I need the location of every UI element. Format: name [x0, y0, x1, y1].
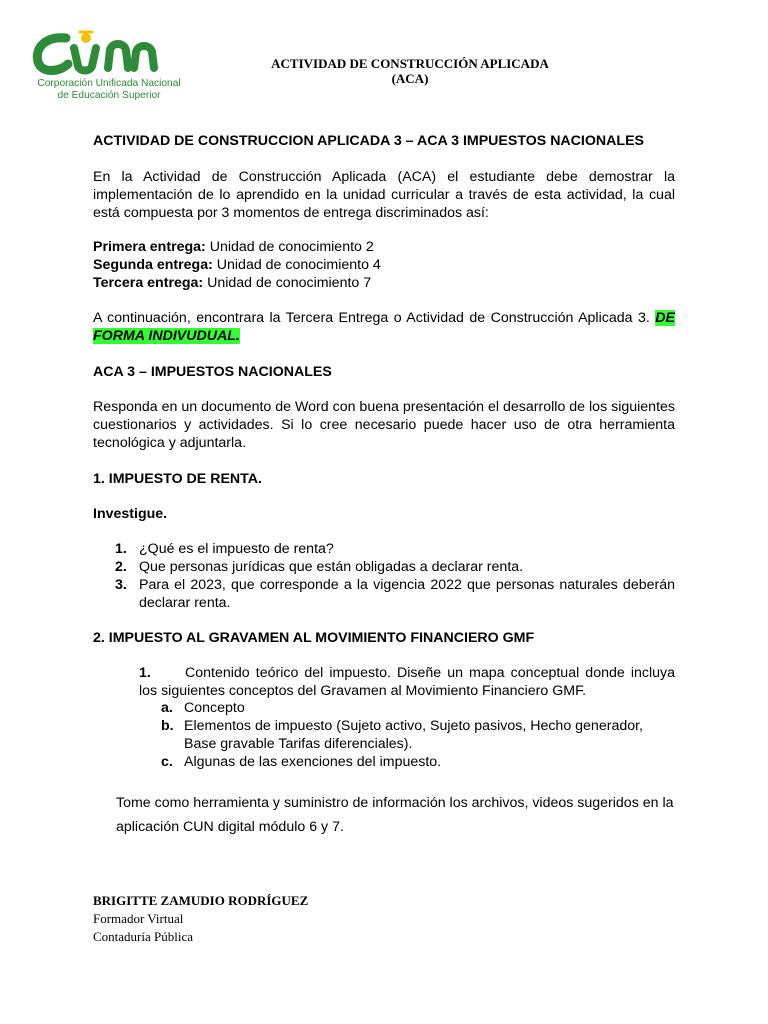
- subitem: [139, 717, 675, 753]
- item-text: Para el 2023, que corresponde a la vigencia 2022 que personas naturales deberán declarar renta.: [139, 577, 675, 611]
- item-text: Que personas jurídicas que están obligadas a declarar renta.: [139, 559, 524, 575]
- delivery-item: [93, 256, 675, 274]
- delivery-value: Unidad de conocimiento 4: [212, 257, 381, 273]
- subitem: [139, 699, 675, 717]
- part2-title: 2. IMPUESTO AL GRAVAMEN AL MOVIMIENTO FINANCIERO GMF: [93, 630, 535, 646]
- part2-subitems: [139, 699, 675, 771]
- individual-highlight: DE FORMA INDIVUDUAL.: [93, 310, 675, 344]
- cun-logo-mark: [28, 28, 178, 80]
- subitem-text: Algunas de las exenciones del impuesto.: [184, 754, 442, 770]
- signature-program: Contaduría Pública: [93, 929, 194, 944]
- header-line-2: (ACA): [391, 71, 429, 86]
- logo-line-2: de Educación Superior: [57, 90, 161, 101]
- list-item: [93, 540, 675, 558]
- delivery-label: Primera entrega:: [93, 239, 206, 255]
- delivery-label: Tercera entrega:: [93, 275, 204, 291]
- list-item: [93, 558, 675, 576]
- item-number: 1.: [115, 541, 127, 557]
- logo-caption: [34, 78, 184, 102]
- subitem-text: Elementos de impuesto (Sujeto activo, Sujeto pasivos, Hecho generador, Base gravable Tarifas diferenciales).: [184, 718, 643, 752]
- signature-block: [93, 892, 493, 946]
- delivery-label: Segunda entrega:: [93, 257, 213, 273]
- continuation-text: A continuación, encontrara la Tercera Entrega o Actividad de Construcción Aplicada 3.: [93, 310, 656, 326]
- delivery-value: Unidad de conocimiento 2: [205, 239, 374, 255]
- subitem-letter: c.: [161, 754, 173, 770]
- item-number: 2.: [115, 559, 127, 575]
- subitem-text: Concepto: [184, 700, 245, 716]
- cun-logo: [28, 28, 181, 110]
- signature-role: Formador Virtual: [93, 911, 184, 926]
- subitem: [139, 753, 675, 771]
- list-item: [93, 576, 675, 612]
- delivery-item: [93, 238, 675, 256]
- subitem-letter: b.: [161, 718, 174, 734]
- delivery-item: [93, 274, 675, 292]
- continuation-paragraph: [93, 309, 675, 345]
- item-text: ¿Qué es el impuesto de renta?: [139, 541, 334, 557]
- signature-name: BRIGITTE ZAMUDIO RODRÍGUEZ: [93, 893, 309, 908]
- part1-title: 1. IMPUESTO DE RENTA.: [93, 471, 262, 487]
- instructions-paragraph: Responda en un documento de Word con buena presentación el desarrollo de los siguientes cuestionarios y actividades. Si lo cree necesario puede hacer uso de otra herramienta tecnológica y adjuntarla.: [93, 399, 675, 451]
- intro-paragraph: En la Actividad de Construcción Aplicada (ACA) el estudiante debe demostrar la implementación de lo aprendido en la unidad curricular a través de esta actividad, la cual está compuesta por 3 momentos de entrega discriminados así:: [93, 169, 675, 221]
- deliveries-list: [93, 238, 675, 292]
- header-line-1: ACTIVIDAD DE CONSTRUCCIÓN APLICADA: [271, 56, 549, 71]
- part1-list: [93, 540, 675, 612]
- document-header: [230, 56, 590, 86]
- section-title: ACA 3 – IMPUESTOS NACIONALES: [93, 364, 332, 380]
- item-number: 3.: [115, 577, 127, 593]
- resource-note: Tome como herramienta y suministro de información los archivos, videos sugeridos en la aplicación CUN digital módulo 6 y 7.: [116, 795, 674, 835]
- part2-item: [139, 664, 675, 700]
- delivery-value: Unidad de conocimiento 7: [203, 275, 372, 291]
- subitem-letter: a.: [161, 700, 173, 716]
- item-text: Contenido teórico del impuesto. Diseñe un mapa conceptual donde incluya los siguientes conceptos del Gravamen al Movimiento Financiero GMF.: [139, 665, 675, 699]
- logo-line-1: Corporación Unificada Nacional: [37, 78, 181, 89]
- activity-title: ACTIVIDAD DE CONSTRUCCION APLICADA 3 – ACA 3 IMPUESTOS NACIONALES: [93, 133, 644, 149]
- item-number: 1.: [139, 665, 151, 681]
- part1-subtitle: Investigue.: [93, 506, 168, 522]
